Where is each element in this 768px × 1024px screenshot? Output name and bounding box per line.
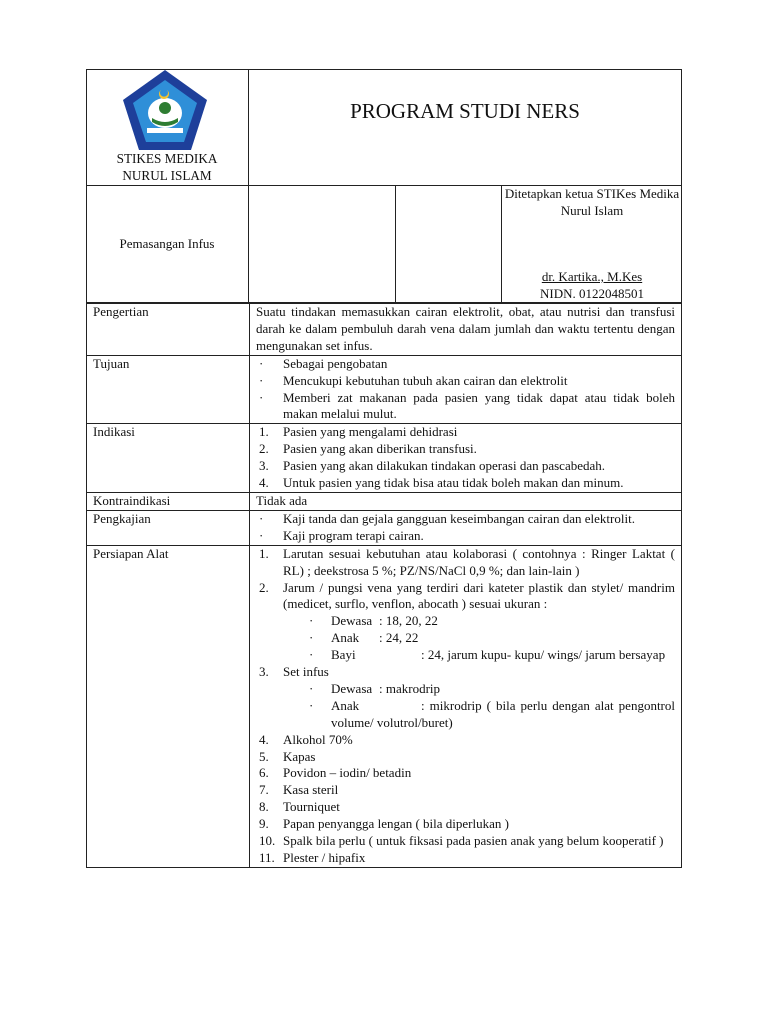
bullet-marker: · (309, 630, 314, 646)
alat-item: Kasa steril (283, 782, 339, 798)
alat-item: Jarum / pungsi vena yang terdiri dari kateter plastik dan stylet/ mandrim (medicet, surflo, venflon, abocath ) sesuai ukuran : (283, 579, 675, 612)
number-marker: 11. (259, 850, 275, 865)
list-item (256, 816, 675, 833)
institution-name (86, 150, 248, 184)
number-marker: 3. (259, 458, 269, 474)
number-marker: 6. (259, 765, 269, 781)
sub-item-name: Dewasa (331, 680, 373, 696)
list-item (256, 782, 675, 799)
sub-item-name: Anak (331, 630, 360, 646)
pengkajian-item: Kaji tanda dan gejala gangguan keseimbangan cairan dan elektrolit. (283, 510, 635, 526)
bullet-marker: · (309, 613, 314, 629)
number-marker: 1. (259, 424, 269, 440)
content-pengkajian (250, 510, 682, 545)
content-indikasi (250, 424, 682, 493)
sub-list-item (283, 681, 675, 698)
label-pengertian: Pengertian (87, 304, 250, 356)
sub-item-value: : makrodrip (379, 680, 441, 696)
alat-item: Spalk bila perlu ( untuk fiksasi pada pasien anak yang belum kooperatif ) (283, 833, 664, 849)
stikes-logo-pentagon-icon (121, 68, 209, 154)
label-indikasi: Indikasi (87, 424, 250, 493)
bullet-marker: · (259, 389, 264, 405)
sub-item-name: Dewasa (331, 613, 373, 629)
list-item (256, 356, 675, 373)
list-item (256, 390, 675, 424)
number-marker: 3. (259, 664, 269, 680)
bullet-marker: · (309, 697, 314, 713)
indikasi-item: Untuk pasien yang tidak bisa atau tidak boleh makan dan minum. (283, 475, 624, 491)
sub-item-value: : mikrodrip ( bila perlu dengan alat pengontrol volume/ volutrol/buret) (331, 697, 675, 730)
institution-name-line1: STIKES MEDIKA (116, 151, 218, 166)
label-pengkajian: Pengkajian (87, 510, 250, 545)
row-pengkajian (87, 510, 682, 545)
list-item (256, 850, 675, 867)
approval-statement: Ditetapkan ketua STIKes Medika Nurul Islam (504, 186, 680, 218)
alat-item: Plester / hipafix (283, 850, 366, 865)
list-item (256, 799, 675, 816)
alat-item: Alkohol 70% (283, 731, 353, 747)
bullet-marker: · (309, 647, 314, 663)
content-kontraindikasi: Tidak ada (250, 492, 682, 510)
program-title: PROGRAM STUDI NERS (350, 99, 580, 123)
list-item (256, 546, 675, 580)
document-title: Pemasangan Infus (119, 236, 215, 251)
sub-item-value: : 18, 20, 22 (379, 613, 438, 629)
number-marker: 1. (259, 545, 269, 561)
list-item (256, 580, 675, 665)
approver-name: dr. Kartika., M.Kes (541, 269, 643, 284)
list-item (256, 732, 675, 749)
alat-item: Set infus (283, 664, 329, 680)
content-persiapan-alat (250, 545, 682, 867)
list-item (256, 458, 675, 475)
approver-nidn: NIDN. 0122048501 (540, 286, 644, 301)
number-marker: 4. (259, 475, 269, 491)
row-persiapan-alat (87, 545, 682, 867)
list-item (256, 441, 675, 458)
alat-item: Tourniquet (283, 799, 340, 815)
sub-list-item (283, 630, 675, 647)
indikasi-item: Pasien yang akan diberikan transfusi. (283, 441, 477, 457)
list-item (256, 664, 675, 732)
tujuan-item: Sebagai pengobatan (283, 355, 388, 371)
alat-item: Papan penyangga lengan ( bila diperlukan ) (283, 816, 509, 832)
bullet-marker: · (259, 372, 264, 388)
sub-item-name: Anak (331, 697, 360, 713)
row-kontraindikasi (87, 492, 682, 510)
tujuan-item: Mencukupi kebutuhan tubuh akan cairan dan elektrolit (283, 372, 568, 388)
number-marker: 8. (259, 799, 269, 815)
header-divider (248, 69, 249, 185)
alat-item: Povidon – iodin/ betadin (283, 765, 412, 781)
bullet-marker: · (259, 527, 264, 543)
pengkajian-item: Kaji program terapi cairan. (283, 527, 424, 543)
label-tujuan: Tujuan (87, 355, 250, 424)
number-marker: 5. (259, 748, 269, 764)
list-item (256, 765, 675, 782)
label-kontraindikasi: Kontraindikasi (87, 492, 250, 510)
row-indikasi (87, 424, 682, 493)
list-item (256, 528, 675, 545)
row-pengertian (87, 304, 682, 356)
label-persiapan-alat: Persiapan Alat (87, 545, 250, 867)
bullet-marker: · (259, 510, 264, 526)
number-marker: 10. (259, 833, 276, 849)
indikasi-item: Pasien yang mengalami dehidrasi (283, 424, 458, 440)
alat-item: Kapas (283, 748, 316, 764)
sop-content-table (86, 303, 682, 868)
sub-item-value: : 24, 22 (379, 630, 419, 646)
sub-list-item (283, 698, 675, 732)
number-marker: 2. (259, 579, 269, 595)
row-tujuan (87, 355, 682, 424)
indikasi-item: Pasien yang akan dilakukan tindakan operasi dan pascabedah. (283, 458, 605, 474)
content-pengertian: Suatu tindakan memasukkan cairan elektrolit, obat, atau nutrisi dan transfusi darah ke dalam pembuluh darah vena dalam jumlah dan waktu tertentu dengan mengunakan set infus. (250, 304, 682, 356)
number-marker: 2. (259, 441, 269, 457)
institution-name-line2: NURUL ISLAM (122, 168, 212, 183)
sub-item-name: Bayi (331, 647, 356, 663)
list-item (256, 475, 675, 492)
sub-list-item (283, 613, 675, 630)
alat-item: Larutan sesuai kebutuhan atau kolaborasi ( contohnya : Ringer Laktat ( RL) ; deekstrosa 5 %; PZ/NS/NaCl 0,9 %; dan lain-lain ) (283, 545, 675, 578)
sub-item-value: : 24, jarum kupu- kupu/ wings/ jarum bersayap (421, 647, 666, 663)
content-tujuan (250, 355, 682, 424)
bullet-marker: · (309, 680, 314, 696)
list-item (256, 833, 675, 850)
bullet-marker: · (259, 355, 264, 371)
number-marker: 9. (259, 816, 269, 832)
tujuan-item: Memberi zat makanan pada pasien yang tidak dapat atau tidak boleh makan melalui mulut. (283, 389, 675, 422)
number-marker: 7. (259, 782, 269, 798)
number-marker: 4. (259, 731, 269, 747)
list-item (256, 424, 675, 441)
list-item (256, 511, 675, 528)
list-item (256, 373, 675, 390)
approval-row-divider-1 (248, 185, 249, 303)
approval-row-divider-2 (395, 185, 396, 303)
list-item (256, 749, 675, 766)
sub-list-item (283, 647, 675, 664)
